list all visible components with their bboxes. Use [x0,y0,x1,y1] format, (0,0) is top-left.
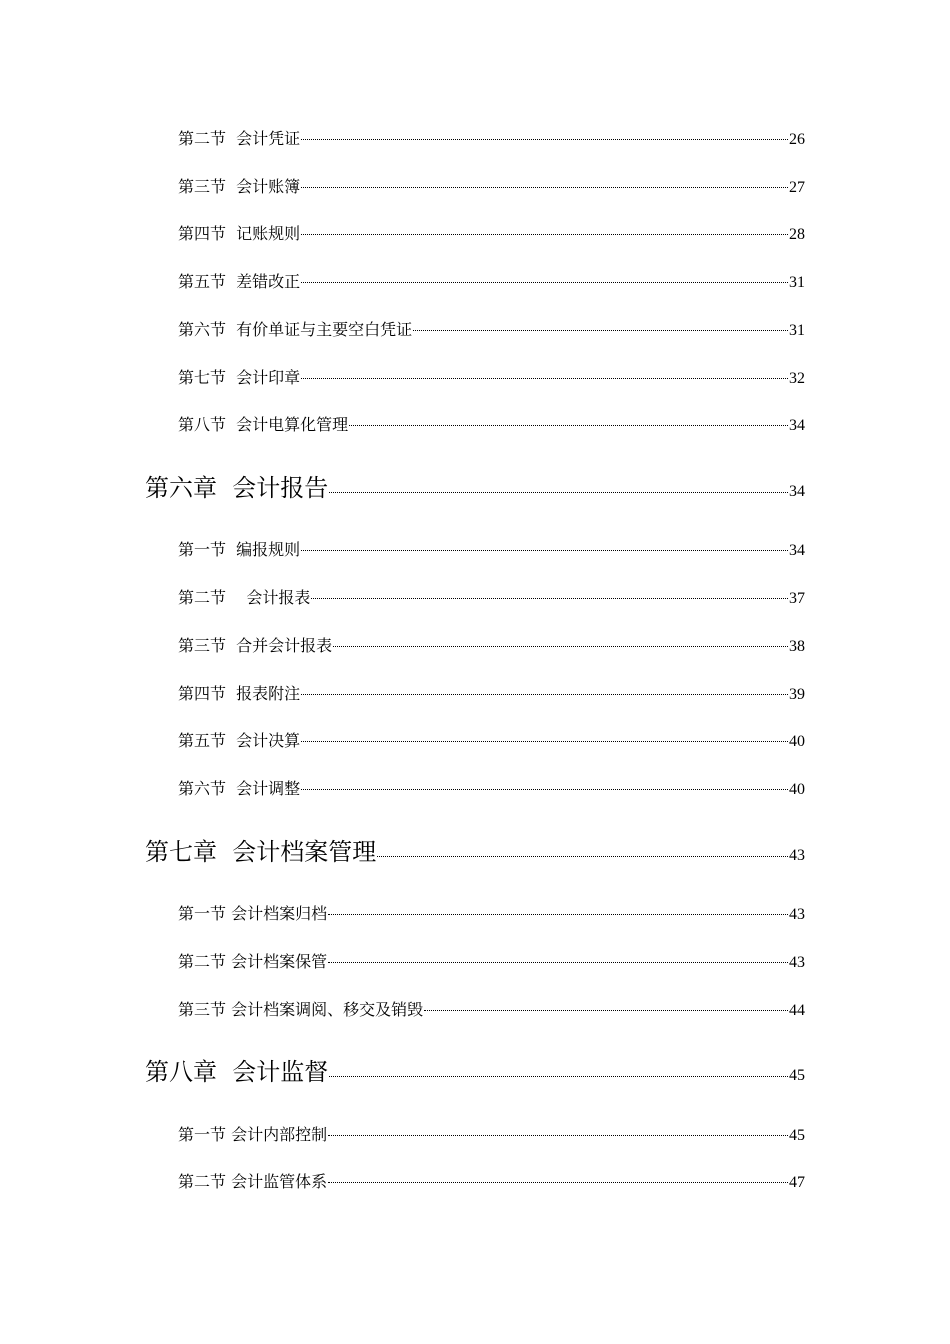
toc-dot-leader [328,914,788,915]
toc-entry-section[interactable] [178,365,805,387]
toc-dot-leader [301,550,788,551]
toc-page-number: 45 [789,1067,805,1084]
toc-entry-section[interactable] [178,1122,805,1144]
toc-dot-leader [349,425,788,426]
toc-entry-title: 第二节 会计监管体系 [178,1172,328,1191]
toc-entry-title: 第七节 会计印章 [178,368,301,387]
toc-entry-title: 第六节 有价单证与主要空白凭证 [178,320,413,339]
toc-page-number: 27 [789,179,805,196]
toc-page-number: 43 [789,906,805,923]
toc-page-number: 44 [789,1002,805,1019]
toc-dot-leader [301,378,788,379]
toc-entry-title: 第四节 记账规则 [178,224,301,243]
toc-page-number: 28 [789,226,805,243]
toc-dot-leader [413,330,788,331]
toc-page-number: 26 [789,131,805,148]
toc-entry-title: 第六节 会计调整 [178,779,301,798]
toc-dot-leader [424,1010,788,1011]
toc-dot-leader [301,694,788,695]
toc-page-number: 43 [789,847,805,864]
toc-entry-title: 第四节 报表附注 [178,684,301,703]
toc-dot-leader [301,234,788,235]
toc-page-number: 39 [789,686,805,703]
toc-entry-section[interactable] [178,537,805,559]
toc-page-number: 32 [789,370,805,387]
toc-page-number: 31 [789,274,805,291]
toc-entry-title: 第一节 会计内部控制 [178,1125,328,1144]
toc-entry-title: 第一节 会计档案归档 [178,904,328,923]
toc-entry-section[interactable] [178,1169,805,1191]
toc-entry-title: 第五节 差错改正 [178,272,301,291]
toc-entry-section[interactable] [178,221,805,243]
toc-entry-title: 第三节 会计账簿 [178,177,301,196]
toc-entry-section[interactable] [178,776,805,798]
toc-chapter-title: 第八章 会计监督 [145,1058,329,1086]
toc-entry-section[interactable] [178,728,805,750]
toc-entry-section[interactable] [178,633,805,655]
toc-entry-chapter[interactable] [145,1052,805,1084]
toc-entry-section[interactable] [178,412,805,434]
toc-dot-leader [377,856,788,857]
toc-dot-leader [329,1076,788,1077]
toc-dot-leader [301,282,788,283]
toc-chapter-title: 第六章 会计报告 [145,474,329,502]
toc-entry-section[interactable] [178,901,805,923]
toc-page-number: 45 [789,1127,805,1144]
toc-entry-section[interactable] [178,126,805,148]
toc-entry-title: 第五节 会计决算 [178,731,301,750]
toc-page-number: 38 [789,638,805,655]
toc-entry-section[interactable] [178,949,805,971]
toc-dot-leader [333,646,788,647]
toc-dot-leader [329,492,788,493]
toc-dot-leader [301,187,788,188]
toc-entry-chapter[interactable] [145,832,805,864]
toc-dot-leader [301,789,788,790]
toc-entry-title: 第二节 会计档案保管 [178,952,328,971]
toc-dot-leader [328,1135,788,1136]
toc-entry-title: 第二节 会计凭证 [178,129,301,148]
toc-dot-leader [311,598,788,599]
toc-dot-leader [301,741,788,742]
toc-entry-section[interactable] [178,997,805,1019]
toc-entry-section[interactable] [178,317,805,339]
toc-entry-title: 第二节 会计报表 [178,588,311,607]
toc-page-number: 34 [789,483,805,500]
toc-entry-title: 第三节 会计档案调阅、移交及销毁 [178,1000,424,1019]
toc-entry-section[interactable] [178,681,805,703]
toc-page-number: 34 [789,542,805,559]
toc-page-number: 34 [789,417,805,434]
toc-entry-chapter[interactable] [145,468,805,500]
toc-dot-leader [328,1182,788,1183]
toc-chapter-title: 第七章 会计档案管理 [145,838,377,866]
toc-page-number: 40 [789,781,805,798]
toc-entry-section[interactable] [178,174,805,196]
toc-entry-section[interactable] [178,269,805,291]
toc-dot-leader [328,962,788,963]
toc-page-number: 47 [789,1174,805,1191]
toc-entry-title: 第三节 合并会计报表 [178,636,333,655]
toc-entry-section[interactable] [178,585,805,607]
toc-page-number: 40 [789,733,805,750]
toc-page-number: 31 [789,322,805,339]
toc-page-number: 43 [789,954,805,971]
toc-entry-title: 第一节 编报规则 [178,540,301,559]
toc-page-number: 37 [789,590,805,607]
toc-dot-leader [301,139,788,140]
toc-entry-title: 第八节 会计电算化管理 [178,415,349,434]
